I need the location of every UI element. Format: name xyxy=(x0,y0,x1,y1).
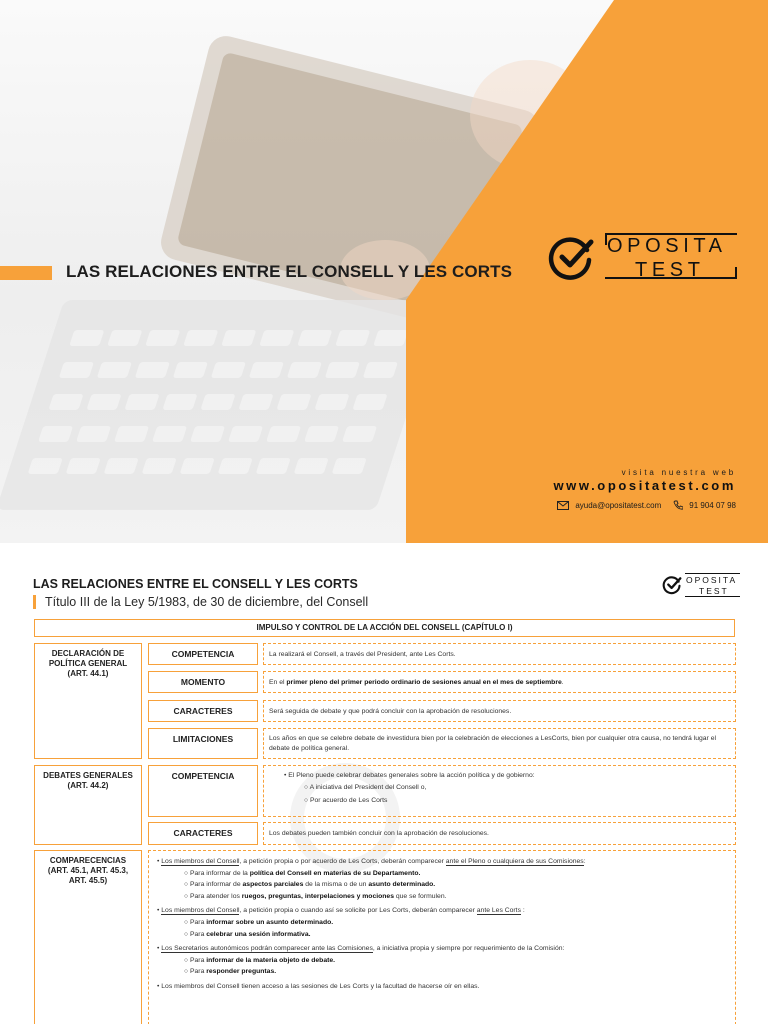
text-segment: que se formulen. xyxy=(393,892,447,900)
value-limitaciones: Los años en que se celebre debate de investidura bien por la celebración de elecciones a LesCorts, bien por cualquier otra causa, no tendrá lugar el debate de política general. xyxy=(263,728,736,759)
text-segment: de la misma o de un xyxy=(303,881,369,889)
sub-bullet-item xyxy=(157,917,730,929)
text-segment: ○ Para xyxy=(184,930,207,938)
oposita-test-logo[interactable] xyxy=(547,233,742,283)
text-segment: • xyxy=(157,858,162,865)
laptop-key xyxy=(211,362,246,378)
laptop-key xyxy=(294,458,329,474)
laptop-key xyxy=(352,394,387,410)
sub-bullet-item xyxy=(157,955,730,967)
laptop-image xyxy=(0,300,444,510)
oposita-test-logo-small[interactable] xyxy=(662,573,766,601)
laptop-key xyxy=(114,426,149,442)
text-bold: informar sobre un asunto determinado. xyxy=(206,918,334,926)
laptop-key xyxy=(69,330,104,346)
cover-title: LAS RELACIONES ENTRE EL CONSELL Y LES CORTS xyxy=(66,262,513,281)
sub-bullet-item xyxy=(157,879,730,891)
block-label-debates: DEBATES GENERALES (ART. 44.2) xyxy=(34,765,142,845)
laptop-key xyxy=(256,458,291,474)
sub-bullet-item xyxy=(157,891,730,903)
text-bold: política del Consell en materias de su Departamento. xyxy=(249,869,421,877)
text-underlined: Los Secretarios autonómicos podrán comparecer ante las Comisiones xyxy=(161,945,373,953)
laptop-key xyxy=(266,426,301,442)
laptop-key xyxy=(228,426,263,442)
laptop-key xyxy=(363,362,398,378)
text-bold: aspectos parciales xyxy=(242,881,304,889)
email-link[interactable]: ayuda@opositatest.com xyxy=(575,500,662,510)
block-label-comparecencias: COMPARECENCIAS (ART. 45.1, ART. 45.3, ART. 45.5) xyxy=(34,850,142,1024)
laptop-key xyxy=(76,426,111,442)
sub-bullet-item xyxy=(157,966,730,978)
text-segment: ○ Para atender los xyxy=(184,892,242,900)
value-competencia-debates xyxy=(263,765,736,817)
laptop-key xyxy=(249,362,284,378)
page-subtitle: Título III de la Ley 5/1983, de 30 de diciembre, del Consell xyxy=(33,595,368,609)
key-caracteres-debates: CARACTERES xyxy=(148,822,258,845)
sub-bullet-item xyxy=(157,868,730,880)
logo-text-test: TEST xyxy=(635,259,705,281)
laptop-key xyxy=(373,330,408,346)
laptop-key xyxy=(314,394,349,410)
laptop-key xyxy=(218,458,253,474)
laptop-key xyxy=(48,394,83,410)
text-bold: celebrar una sesión informativa. xyxy=(206,930,311,938)
section-header: IMPULSO Y CONTROL DE LA ACCIÓN DEL CONSELL (CAPÍTULO I) xyxy=(34,619,735,637)
laptop-key xyxy=(238,394,273,410)
block-label-declaracion: DECLARACIÓN DE POLÍTICA GENERAL (ART. 44.1) xyxy=(34,643,142,759)
laptop-key xyxy=(221,330,256,346)
check-circle-icon xyxy=(662,575,682,595)
value-caracteres: Será seguida de debate y que podrá concluir con la aprobación de resoluciones. xyxy=(263,700,736,722)
sub-bullet-item: ○ A iniciativa del President del Consell o, xyxy=(304,783,427,791)
laptop-key xyxy=(332,458,367,474)
text-bold: asunto determinado. xyxy=(368,881,436,889)
laptop-key xyxy=(173,362,208,378)
value-comparecencias xyxy=(148,850,736,1024)
laptop-key xyxy=(97,362,132,378)
laptop-key xyxy=(304,426,339,442)
laptop-key xyxy=(145,330,180,346)
laptop-key xyxy=(124,394,159,410)
laptop-key xyxy=(142,458,177,474)
check-circle-icon xyxy=(547,234,595,282)
bullet-item: • El Pleno puede celebrar debates generales sobre la acción política y de gobierno: xyxy=(284,772,535,779)
text-segment: : xyxy=(520,907,525,915)
laptop-key xyxy=(190,426,225,442)
text-segment: ○ Para xyxy=(184,968,207,976)
laptop-key xyxy=(297,330,332,346)
laptop-key xyxy=(59,362,94,378)
text-segment: ○ Para xyxy=(184,918,207,926)
contact-line xyxy=(557,500,736,510)
bullet-item xyxy=(157,905,730,917)
text-underlined: Los miembros del Consell xyxy=(161,858,240,865)
key-limitaciones: LIMITACIONES xyxy=(148,728,258,759)
text-bold: informar de la materia objeto de debate. xyxy=(206,956,336,964)
logo-text-oposita: OPOSITA xyxy=(686,575,738,585)
mail-icon xyxy=(557,501,569,510)
laptop-key xyxy=(200,394,235,410)
laptop-key xyxy=(28,458,63,474)
text-segment: • xyxy=(157,907,162,915)
phone-icon xyxy=(673,500,683,510)
text-segment: , a iniciativa propia y siempre por requerimiento de la Comisión: xyxy=(372,945,565,953)
laptop-key xyxy=(162,394,197,410)
text-segment: , a petición propia o cuando así se solicite por Les Corts, deberán comparecer xyxy=(239,907,477,915)
summary-page xyxy=(0,543,768,1024)
laptop-key xyxy=(135,362,170,378)
laptop-key xyxy=(152,426,187,442)
text-segment: ○ Para informar de la xyxy=(184,869,250,877)
text-bold: primer pleno del primer periodo ordinario de sesiones anual en el mes de septiembre xyxy=(286,679,562,686)
bullet-item xyxy=(157,943,730,955)
key-caracteres: CARACTERES xyxy=(148,700,258,722)
text-segment: ○ Para informar de xyxy=(184,881,243,889)
text-segment: En el xyxy=(269,679,287,686)
laptop-key xyxy=(180,458,215,474)
value-momento xyxy=(263,671,736,693)
laptop-key xyxy=(183,330,218,346)
title-accent-bar xyxy=(0,266,52,280)
text-segment: • xyxy=(157,945,162,953)
sub-bullet-item: ○ Por acuerdo de Les Corts xyxy=(304,796,388,804)
text-underlined: ante el Pleno o cualquiera de sus Comisiones xyxy=(445,858,584,865)
laptop-key xyxy=(259,330,294,346)
text-underlined: Los miembros del Consell xyxy=(161,907,240,915)
laptop-key xyxy=(325,362,360,378)
text-segment: . xyxy=(561,679,564,686)
bullet-item: • Los miembros del Consell tienen acceso a las sesiones de Les Corts y la facultad de hacerse oír en ellas. xyxy=(157,982,480,990)
text-segment: , a petición propia o por acuerdo de Les Corts, deberán comparecer xyxy=(239,858,446,865)
key-momento: MOMENTO xyxy=(148,671,258,693)
logo-frame-corner xyxy=(735,267,737,279)
laptop-key xyxy=(335,330,370,346)
text-segment: : xyxy=(583,858,586,865)
text-segment: ○ Para xyxy=(184,956,207,964)
laptop-key xyxy=(38,426,73,442)
sub-bullet-item xyxy=(157,929,730,941)
laptop-key xyxy=(66,458,101,474)
value-competencia: La realizará el Consell, a través del President, ante Les Corts. xyxy=(263,643,736,665)
laptop-key xyxy=(342,426,377,442)
laptop-key xyxy=(287,362,322,378)
key-competencia: COMPETENCIA xyxy=(148,643,258,665)
phone-number[interactable]: 91 904 07 98 xyxy=(689,500,736,510)
bullet-item xyxy=(157,856,730,868)
laptop-key xyxy=(107,330,142,346)
value-caracteres-debates: Los debates pueden también concluir con la aprobación de resoluciones. xyxy=(263,822,736,845)
key-competencia-debates: COMPETENCIA xyxy=(148,765,258,817)
text-underlined: ante Les Corts xyxy=(476,907,521,915)
text-bold: responder preguntas. xyxy=(206,968,277,976)
visit-label: visita nuestra web xyxy=(621,468,736,477)
logo-text-oposita: OPOSITA xyxy=(607,235,727,257)
laptop-key xyxy=(276,394,311,410)
text-bold: ruegos, preguntas, interpelaciones y mociones xyxy=(241,892,394,900)
laptop-key xyxy=(86,394,121,410)
page-title: LAS RELACIONES ENTRE EL CONSELL Y LES CORTS xyxy=(33,577,358,591)
logo-text-test: TEST xyxy=(699,586,729,596)
website-link[interactable]: www.opositatest.com xyxy=(553,478,736,493)
laptop-key xyxy=(104,458,139,474)
